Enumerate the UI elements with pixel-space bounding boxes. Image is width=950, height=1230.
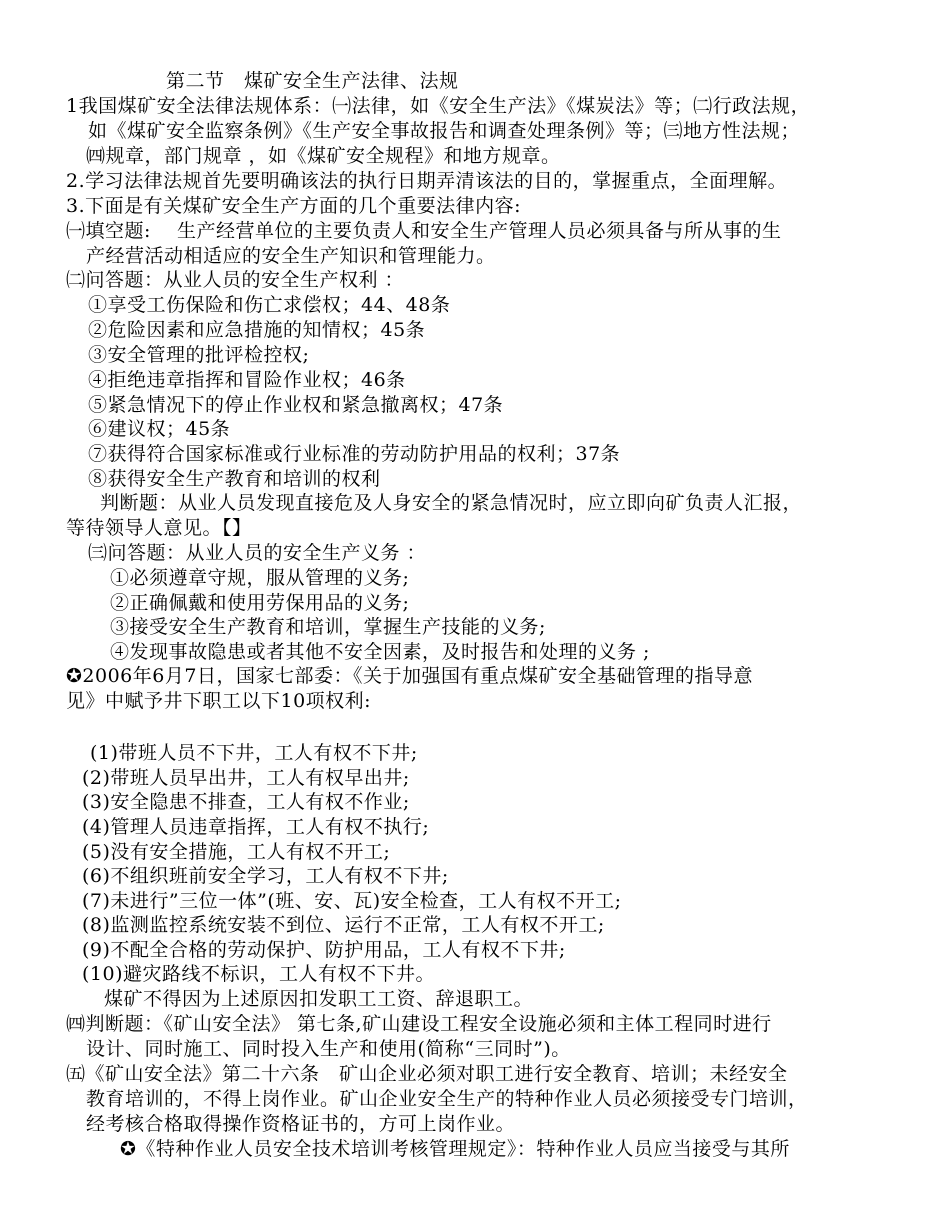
paragraph-line: 3.下面是有关煤矿安全生产方面的几个重要法律内容: <box>66 195 522 217</box>
list-item: (2)带班人员早出井，工人有权早出井; <box>82 767 410 789</box>
paragraph-line: 1我国煤矿安全法律法规体系：㈠法律，如《安全生产法》《煤炭法》等；㈡行政法规， <box>66 95 811 117</box>
section-heading: ㈢问答题：从业人员的安全生产义务 ： <box>88 542 427 564</box>
section-title: 第二节 煤矿安全生产法律、法规 <box>166 70 459 92</box>
list-item: (1)带班人员不下井，工人有权不下井; <box>90 742 418 764</box>
paragraph-line: 煤矿不得因为上述原因扣发职工工资、辞退职工。 <box>104 988 534 1010</box>
paragraph-line: 2.学习法律法规首先要明确该法的执行日期弄清该法的目的，掌握重点，全面理解。 <box>66 170 788 192</box>
list-item: ③安全管理的批评检控权; <box>88 344 310 366</box>
list-item: ②正确佩戴和使用劳保用品的义务; <box>110 592 410 614</box>
list-item: (9)不配全合格的劳动保护、防护用品，工人有权不下井; <box>82 939 566 961</box>
paragraph-line: 教育培训的，不得上岗作业。矿山企业安全生产的特种作业人员必须接受专门培训， <box>86 1088 808 1110</box>
paragraph-line: ㈣规章，部门规章 ，如《煤矿安全规程》和地方规章。 <box>86 145 561 167</box>
list-item: (4)管理人员违章指挥，工人有权不执行; <box>82 816 430 838</box>
paragraph-line: ✪《特种作业人员安全技术培训考核管理规定》：特种作业人员应当接受与其所 <box>120 1138 790 1160</box>
paragraph-line: 等待领导人意见。【】 <box>66 517 252 539</box>
list-item: ⑧获得安全生产教育和培训的权利 <box>88 468 381 490</box>
paragraph-line: 见》中赋予井下职工以下10项权利: <box>66 690 372 712</box>
list-item: ④发现事故隐患或者其他不安全因素，及时报告和处理的义务 ; <box>110 641 650 663</box>
paragraph-line: 如《煤矿安全监察条例》《生产安全事故报告和调查处理条例》等；㈢地方性法规； <box>88 120 801 142</box>
paragraph-line: 产经营活动相适应的安全生产知识和管理能力。 <box>86 245 496 267</box>
list-item: ③接受安全生产教育和培训，掌握生产技能的义务; <box>110 616 546 638</box>
list-item: (6)不组织班前安全学习，工人有权不下井; <box>82 865 449 887</box>
section-heading: ㈡问答题：从业人员的安全生产权利 ： <box>66 269 405 291</box>
list-item: (5)没有安全措施，工人有权不开工; <box>82 841 391 863</box>
list-item: ①必须遵章守规，服从管理的义务; <box>110 567 410 589</box>
paragraph-line: ㈠填空题: 生产经营单位的主要负责人和安全生产管理人员必须具备与所从事的生 <box>66 220 782 242</box>
paragraph-line: ㈣判断题：《矿山安全法》 第七条,矿山建设工程安全设施必须和主体工程同时进行 <box>66 1013 772 1035</box>
list-item: ①享受工伤保险和伤亡求偿权；44、48条 <box>88 294 451 316</box>
paragraph-line: ✪2006年6月7日，国家七部委：《关于加强国有重点煤矿安全基础管理的指导意 <box>66 665 753 687</box>
list-item: (3)安全隐患不排查，工人有权不作业; <box>82 791 410 813</box>
list-item: ⑤紧急情况下的停止作业权和紧急撤离权；47条 <box>88 394 504 416</box>
paragraph-line: ㈤《矿山安全法》第二十六条 矿山企业必须对职工进行安全教育、培训；未经安全 <box>66 1063 788 1085</box>
list-item: ⑦获得符合国家标准或行业标准的劳动防护用品的权利；37条 <box>88 443 621 465</box>
list-item: ②危险因素和应急措施的知情权；45条 <box>88 319 426 341</box>
paragraph-line: 经考核合格取得操作资格证书的，方可上岗作业。 <box>86 1113 516 1135</box>
paragraph-line: 判断题：从业人员发现直接危及人身安全的紧急情况时，应立即向矿负责人汇报， <box>100 492 803 514</box>
list-item: (10)避灾路线不标识，工人有权不下井。 <box>82 963 436 985</box>
list-item: ⑥建议权；45条 <box>88 418 231 440</box>
paragraph-line: 设计、同时施工、同时投入生产和使用(简称“三同时”)。 <box>86 1038 571 1060</box>
list-item: ④拒绝违章指挥和冒险作业权；46条 <box>88 369 406 391</box>
list-item: (7)未进行”三位一体”(班、安、瓦)安全检查，工人有权不开工; <box>82 890 622 912</box>
list-item: (8)监测监控系统安装不到位、运行不正常，工人有权不开工; <box>82 914 605 936</box>
